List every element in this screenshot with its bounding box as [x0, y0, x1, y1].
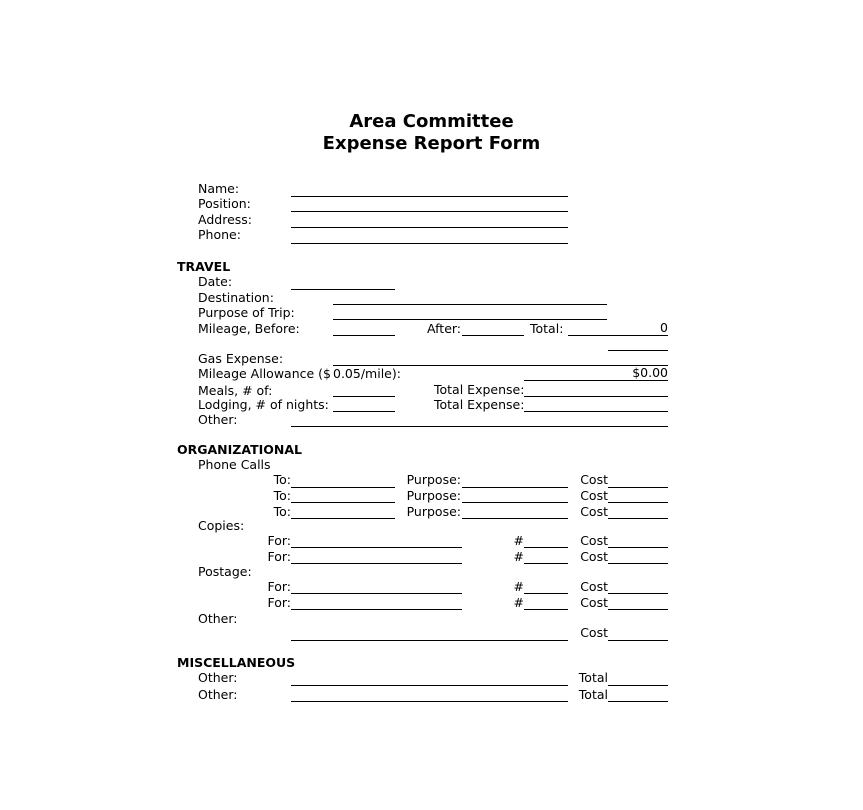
call-3-cost-label: Cost	[580, 504, 608, 519]
postage-2-cost-label: Cost	[580, 595, 608, 610]
call-3-cost-field[interactable]	[608, 518, 668, 519]
postage-1-for-label: For:	[267, 579, 291, 594]
postage-2-for-field[interactable]	[291, 609, 462, 610]
copies-1-count-field[interactable]	[524, 547, 568, 548]
misc-other-2-label: Other:	[198, 687, 238, 702]
postage-2-for-label: For:	[267, 595, 291, 610]
mileage-allowance-value[interactable]: $0.00	[524, 366, 668, 381]
meals-total-expense-label: Total Expense:	[434, 382, 525, 397]
phone-calls-label: Phone Calls	[198, 457, 271, 472]
copies-1-cost-field[interactable]	[608, 547, 668, 548]
miscellaneous-heading: MISCELLANEOUS	[177, 655, 296, 670]
date-field[interactable]	[291, 289, 395, 290]
mileage-after-label: After:	[427, 321, 462, 336]
org-other-label: Other:	[198, 611, 238, 626]
lodging-total-expense-field[interactable]	[524, 411, 668, 412]
mileage-total-value[interactable]: 0	[568, 321, 668, 336]
mileage-rate: 0.05/mile):	[333, 366, 401, 381]
organizational-heading: ORGANIZATIONAL	[177, 442, 302, 457]
position-field[interactable]	[291, 211, 568, 212]
lodging-total-expense-label: Total Expense:	[434, 397, 525, 412]
misc-other-1-label: Other:	[198, 670, 238, 685]
meals-total-expense-field[interactable]	[524, 396, 668, 397]
postage-1-cost-label: Cost	[580, 579, 608, 594]
call-2-purpose-label: Purpose:	[406, 488, 461, 503]
postage-1-cost-field[interactable]	[608, 593, 668, 594]
copies-1-for-field[interactable]	[291, 547, 462, 548]
gas-expense-label: Gas Expense:	[198, 351, 284, 366]
postage-2-count-field[interactable]	[524, 609, 568, 610]
destination-label: Destination:	[198, 290, 274, 305]
mileage-after-field[interactable]	[462, 335, 524, 336]
call-2-to-label: To:	[273, 488, 291, 503]
call-1-cost-label: Cost	[580, 472, 608, 487]
destination-field[interactable]	[333, 304, 607, 305]
postage-1-for-field[interactable]	[291, 593, 462, 594]
postage-2-cost-field[interactable]	[608, 609, 668, 610]
mileage-before-label: Mileage, Before:	[198, 321, 300, 336]
postage-label: Postage:	[198, 564, 252, 579]
address-field[interactable]	[291, 227, 568, 228]
call-2-cost-label: Cost	[580, 488, 608, 503]
call-2-to-field[interactable]	[291, 502, 395, 503]
address-label: Address:	[198, 212, 252, 227]
copies-1-cost-label: Cost	[580, 533, 608, 548]
travel-other-field[interactable]	[291, 426, 668, 427]
form-title-line1: Area Committee	[349, 111, 514, 132]
travel-other-label: Other:	[198, 412, 238, 427]
phone-field[interactable]	[291, 243, 568, 244]
copies-2-count-label: #	[513, 549, 524, 564]
call-2-purpose-field[interactable]	[462, 502, 568, 503]
call-1-cost-field[interactable]	[608, 487, 668, 488]
lodging-field[interactable]	[333, 411, 395, 412]
call-1-to-field[interactable]	[291, 487, 395, 488]
org-other-cost-label: Cost	[580, 625, 608, 640]
meals-field[interactable]	[333, 396, 395, 397]
mileage-total-label: Total:	[530, 321, 564, 336]
misc-total-1-label: Total	[578, 670, 608, 685]
purpose-of-trip-field[interactable]	[333, 319, 607, 320]
copies-2-count-field[interactable]	[524, 563, 568, 564]
misc-total-1-field[interactable]	[608, 685, 668, 686]
mileage-before-field[interactable]	[333, 335, 395, 336]
call-1-to-label: To:	[273, 472, 291, 487]
travel-heading: TRAVEL	[177, 259, 231, 274]
mileage-allowance-label: Mileage Allowance ($	[198, 366, 331, 381]
purpose-of-trip-label: Purpose of Trip:	[198, 305, 295, 320]
name-field[interactable]	[291, 196, 568, 197]
meals-label: Meals, # of:	[198, 383, 273, 398]
call-2-cost-field[interactable]	[608, 502, 668, 503]
misc-other-2-field[interactable]	[291, 701, 568, 702]
misc-total-2-label: Total	[578, 687, 608, 702]
call-1-purpose-field[interactable]	[462, 487, 568, 488]
postage-1-count-label: #	[513, 579, 524, 594]
org-other-field[interactable]	[291, 640, 568, 641]
postage-2-count-label: #	[513, 595, 524, 610]
call-3-to-field[interactable]	[291, 518, 395, 519]
copies-1-count-label: #	[513, 533, 524, 548]
copies-2-cost-field[interactable]	[608, 563, 668, 564]
call-3-to-label: To:	[273, 504, 291, 519]
form-title-line2: Expense Report Form	[322, 133, 541, 154]
copies-label: Copies:	[198, 518, 245, 533]
org-other-cost-field[interactable]	[608, 640, 668, 641]
misc-total-2-field[interactable]	[608, 701, 668, 702]
copies-2-for-label: For:	[267, 549, 291, 564]
date-label: Date:	[198, 274, 233, 289]
call-3-purpose-field[interactable]	[462, 518, 568, 519]
position-label: Position:	[198, 196, 251, 211]
copies-2-for-field[interactable]	[291, 563, 462, 564]
call-1-purpose-label: Purpose:	[406, 472, 461, 487]
misc-other-1-field[interactable]	[291, 685, 568, 686]
gas-expense-amount-field[interactable]	[608, 350, 668, 351]
phone-label: Phone:	[198, 227, 241, 242]
call-3-purpose-label: Purpose:	[406, 504, 461, 519]
copies-2-cost-label: Cost	[580, 549, 608, 564]
name-label: Name:	[198, 181, 240, 196]
copies-1-for-label: For:	[267, 533, 291, 548]
lodging-label: Lodging, # of nights:	[198, 397, 329, 412]
postage-1-count-field[interactable]	[524, 593, 568, 594]
